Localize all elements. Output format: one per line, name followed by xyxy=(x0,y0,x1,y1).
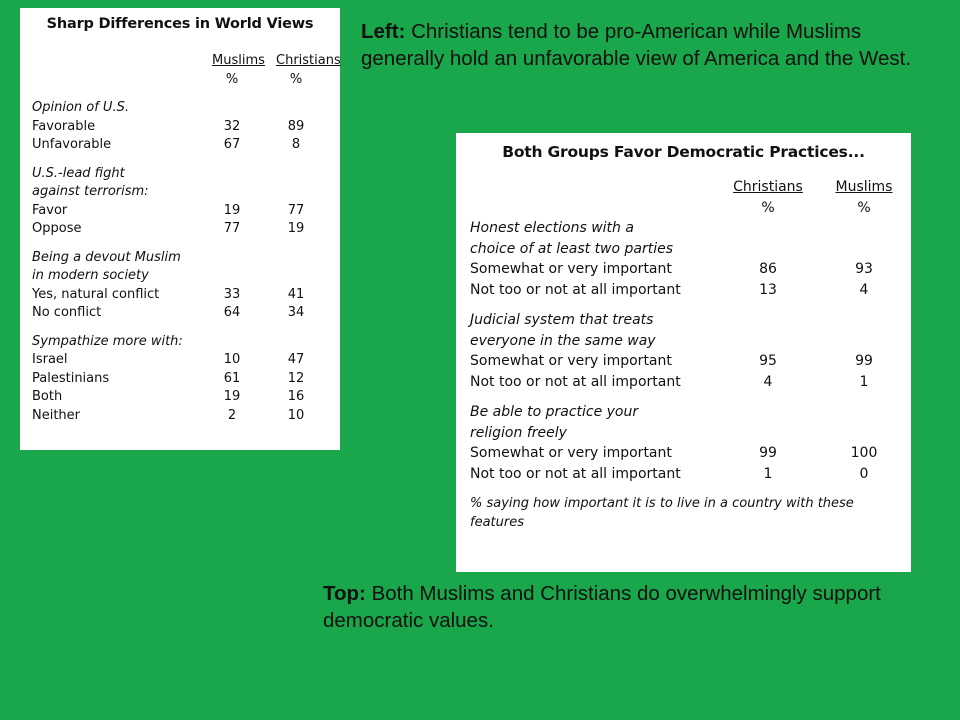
row-label: Not too or not at all important xyxy=(470,281,681,298)
cell-value: 95 xyxy=(759,353,777,369)
row-label: Palestinians xyxy=(32,370,110,386)
cell-value: 19 xyxy=(223,389,241,404)
row-label: Unfavorable xyxy=(32,137,112,152)
cell-value: 41 xyxy=(287,286,305,302)
cell-value: 10 xyxy=(223,352,241,367)
cell-value: 16 xyxy=(287,389,305,404)
section-heading xyxy=(32,249,340,268)
section-heading xyxy=(470,239,911,260)
cell-value: 1 xyxy=(763,465,773,482)
percent-label: % xyxy=(225,71,239,87)
cell-value: 99 xyxy=(759,445,777,461)
democratic-practices-table xyxy=(456,133,911,572)
row-label: Israel xyxy=(32,352,68,367)
cell-value: 77 xyxy=(223,221,241,236)
row-label: choice of at least two parties xyxy=(470,240,674,257)
table-title: Both Groups Favor Democratic Practices... xyxy=(502,143,865,161)
section-heading xyxy=(32,165,340,184)
cell-value: 1 xyxy=(859,373,869,390)
table-row xyxy=(32,202,340,221)
cell-value: 2 xyxy=(227,407,237,423)
section-heading xyxy=(470,423,911,444)
table-row xyxy=(470,351,911,372)
cell-value: 64 xyxy=(223,305,241,320)
percent-row xyxy=(470,198,911,219)
row-label: No conflict xyxy=(32,305,102,320)
cell-value: 10 xyxy=(287,407,305,423)
table-row xyxy=(32,220,340,239)
cell-value: 4 xyxy=(763,373,773,390)
table-body xyxy=(32,52,340,425)
percent-row xyxy=(32,71,340,90)
caption-label: Top: xyxy=(323,582,366,605)
cell-value: 67 xyxy=(223,137,241,152)
cell-value: 77 xyxy=(287,202,305,218)
table-row xyxy=(470,280,911,301)
section-heading xyxy=(32,267,340,286)
cell-value: 93 xyxy=(855,261,873,277)
caption-text: Both Muslims and Christians do overwhelmingly support democratic values. xyxy=(323,582,881,632)
column-header-row xyxy=(32,52,340,71)
table-body xyxy=(470,177,911,532)
cell-value: 61 xyxy=(223,370,241,386)
cell-value: 34 xyxy=(287,305,305,320)
row-label: Judicial system that treats xyxy=(470,312,654,328)
row-label: Sympathize more with: xyxy=(32,333,183,349)
row-label: Neither xyxy=(32,407,81,423)
table-row xyxy=(32,286,340,305)
section-heading xyxy=(470,218,911,239)
caption-text: Christians tend to be pro-American while Muslims generally hold an unfavorable view of America and the West. xyxy=(361,20,912,70)
cell-value: 100 xyxy=(850,445,878,461)
row-label: Somewhat or very important xyxy=(470,261,672,277)
table-row xyxy=(32,370,340,389)
cell-value: 89 xyxy=(287,118,305,134)
row-label: U.S.-lead fight xyxy=(32,165,125,181)
table-row xyxy=(32,304,340,323)
row-label: Being a devout Muslim xyxy=(32,249,181,265)
cell-value: 86 xyxy=(759,261,777,277)
row-label: Somewhat or very important xyxy=(470,353,672,369)
column-header: Christians xyxy=(733,179,803,195)
cell-value: 0 xyxy=(859,465,869,482)
caption-top xyxy=(323,580,943,634)
table-row xyxy=(32,136,340,155)
cell-value: 8 xyxy=(291,137,301,152)
table-row xyxy=(470,443,911,464)
row-label: Not too or not at all important xyxy=(470,465,681,482)
world-views-table xyxy=(20,8,340,450)
caption-left xyxy=(361,18,941,72)
row-label: Yes, natural conflict xyxy=(32,286,160,302)
table-row xyxy=(470,464,911,485)
row-label: Not too or not at all important xyxy=(470,373,681,390)
section-heading xyxy=(32,99,340,118)
cell-value: 32 xyxy=(223,118,241,134)
section-heading xyxy=(32,183,340,202)
row-label: in modern society xyxy=(32,268,149,283)
section-heading xyxy=(32,333,340,352)
table-title: Sharp Differences in World Views xyxy=(46,16,314,32)
cell-value: 19 xyxy=(287,221,305,236)
row-label: against terrorism: xyxy=(32,184,149,199)
row-label: everyone in the same way xyxy=(470,332,656,349)
row-label: Be able to practice your xyxy=(470,404,639,420)
row-label: Favor xyxy=(32,202,68,218)
row-label: Honest elections with a xyxy=(470,220,634,236)
table-row xyxy=(32,351,340,370)
table-row xyxy=(470,372,911,393)
cell-value: 33 xyxy=(223,286,241,302)
table-footnote: % saying how important it is to live in a country with these features xyxy=(470,496,854,530)
row-label: religion freely xyxy=(470,424,567,441)
section-heading xyxy=(470,331,911,352)
table-row xyxy=(32,388,340,407)
cell-value: 19 xyxy=(223,202,241,218)
section-heading xyxy=(470,402,911,423)
percent-label: % xyxy=(857,199,871,216)
table-row xyxy=(32,118,340,137)
caption-label: Left: xyxy=(361,20,406,43)
column-header-row xyxy=(470,177,911,198)
row-label: Favorable xyxy=(32,118,96,134)
column-header: Christians xyxy=(276,53,341,68)
row-label: Opinion of U.S. xyxy=(32,100,129,115)
row-label: Oppose xyxy=(32,221,82,236)
table-row xyxy=(32,407,340,426)
percent-label: % xyxy=(761,199,775,216)
cell-value: 13 xyxy=(759,281,777,298)
row-label: Somewhat or very important xyxy=(470,445,672,461)
cell-value: 4 xyxy=(859,281,869,298)
cell-value: 12 xyxy=(287,370,305,386)
row-label: Both xyxy=(32,389,63,404)
cell-value: 99 xyxy=(855,353,873,369)
percent-label: % xyxy=(289,71,303,87)
section-heading xyxy=(470,310,911,331)
table-row xyxy=(470,259,911,280)
column-header: Muslims xyxy=(212,53,265,68)
cell-value: 47 xyxy=(287,352,305,367)
column-header: Muslims xyxy=(835,179,893,195)
